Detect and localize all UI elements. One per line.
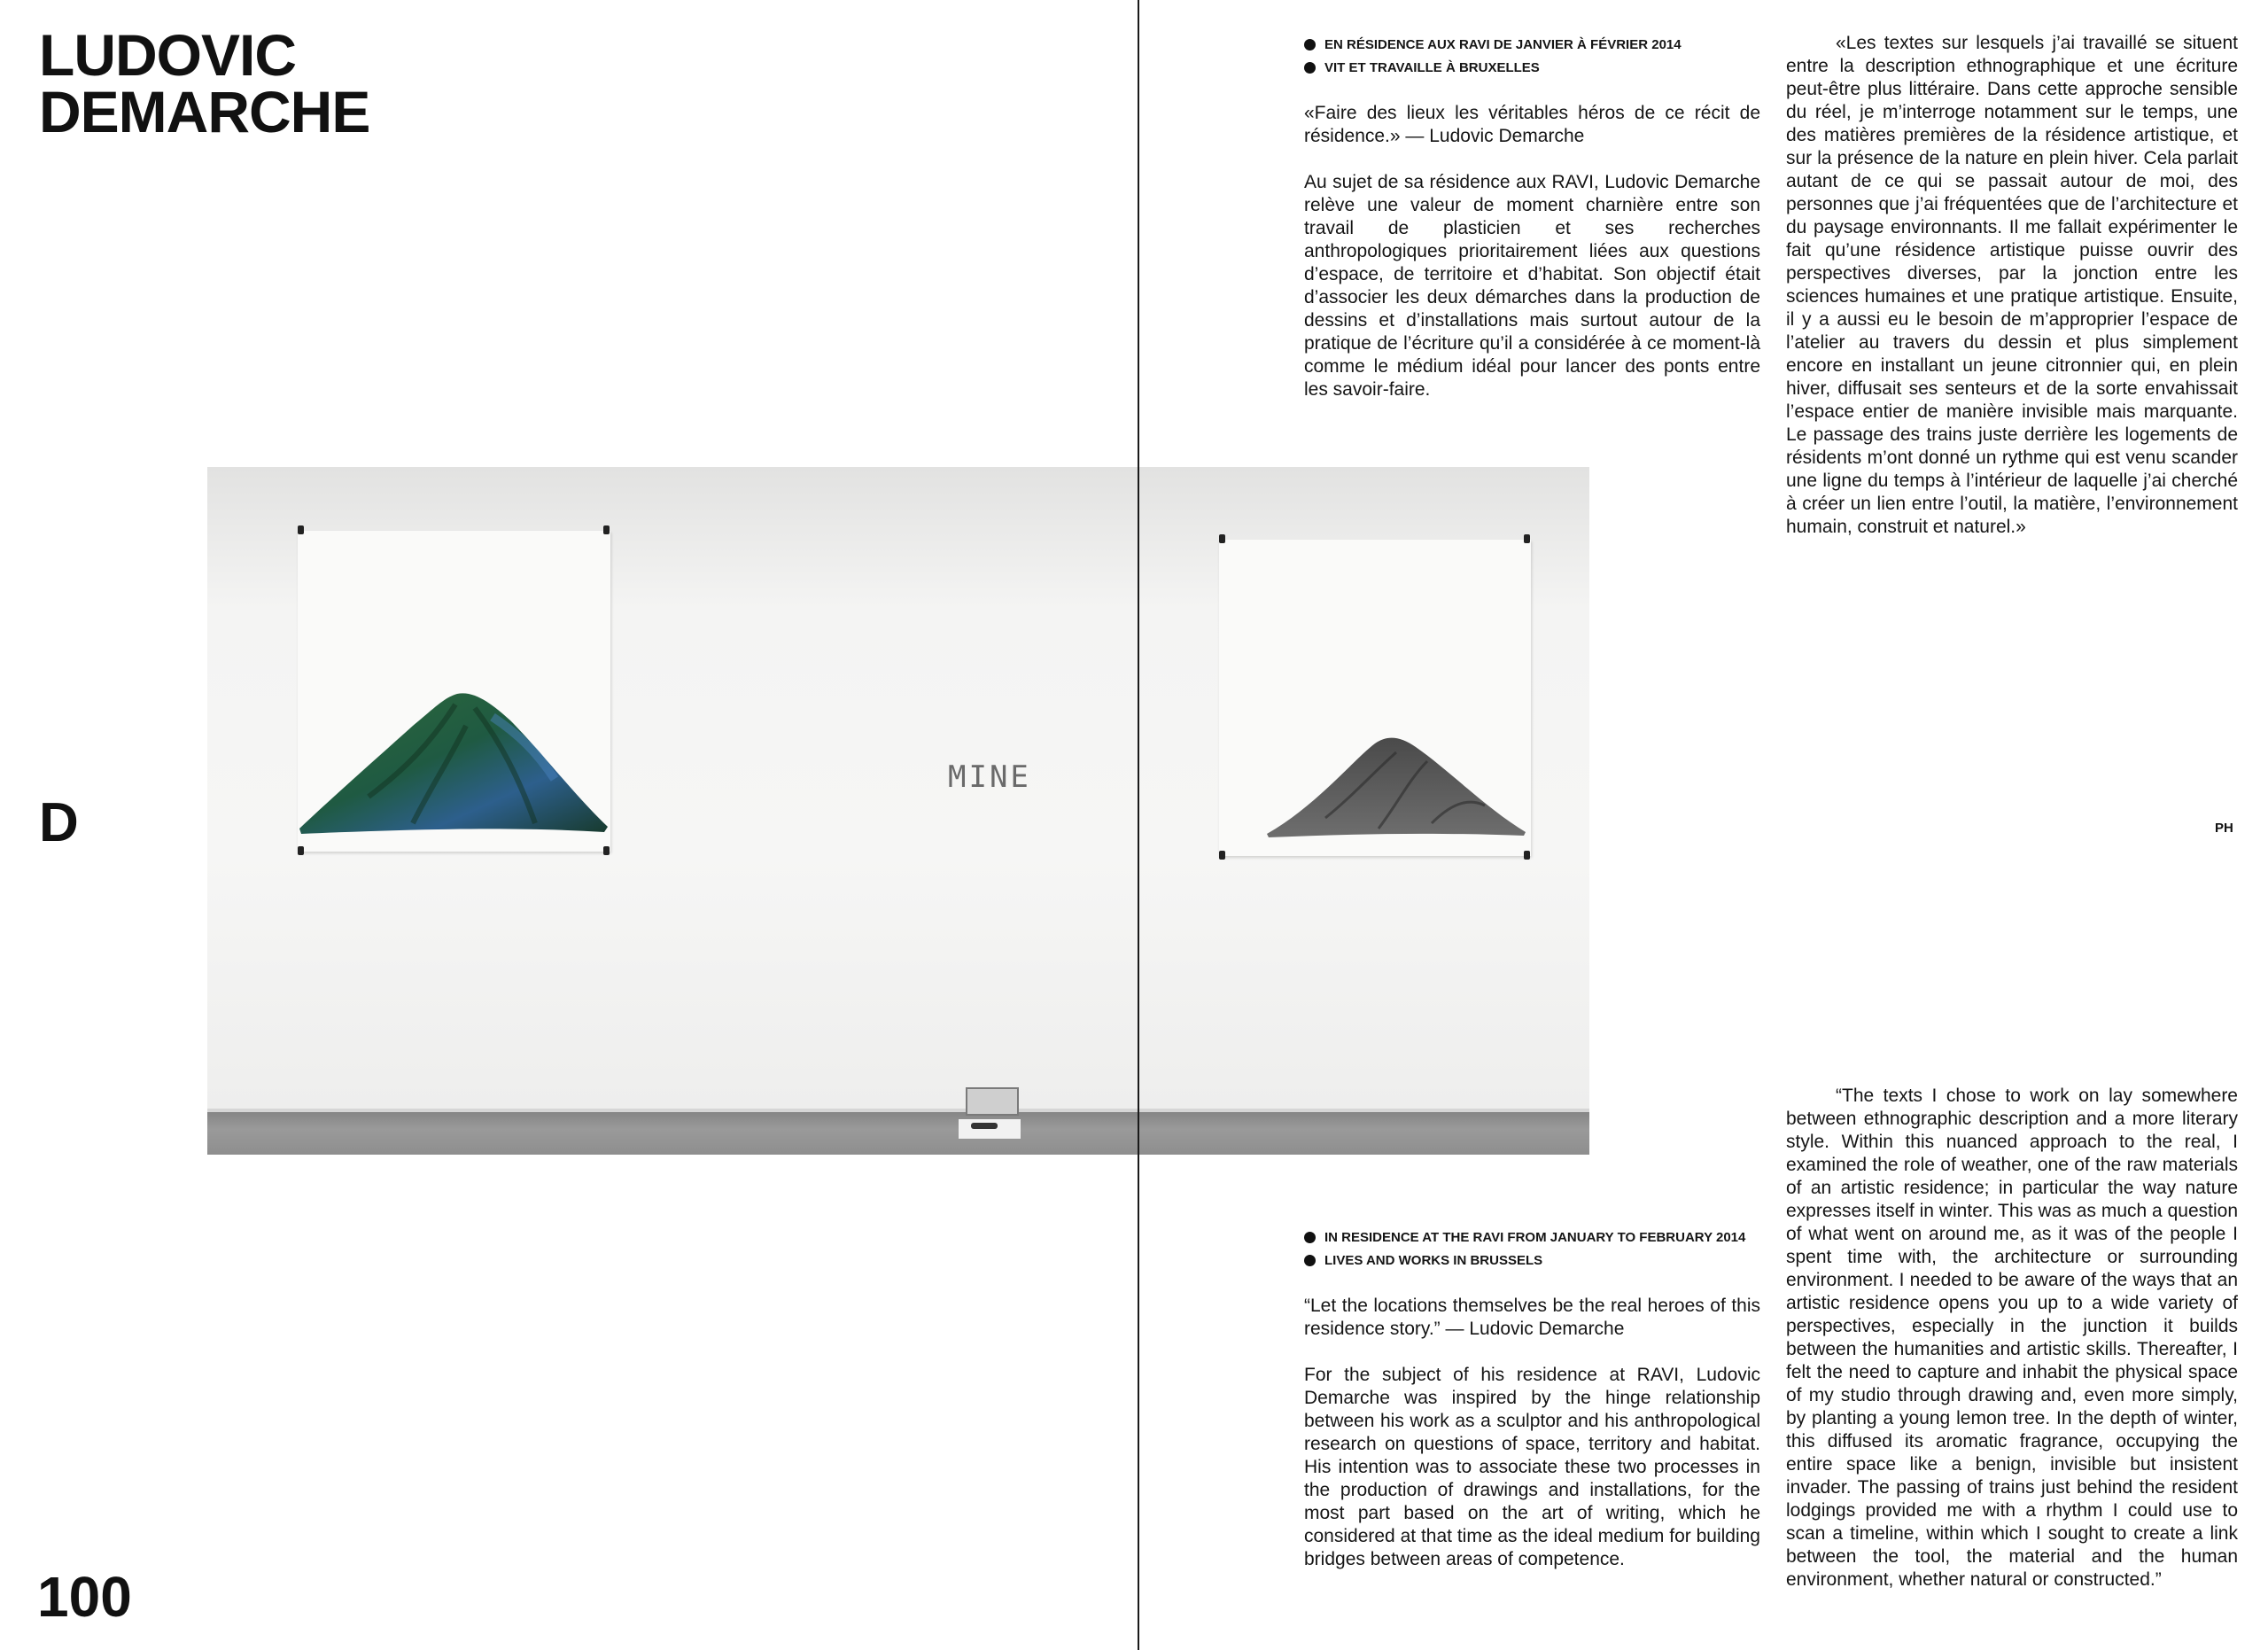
- english-body-text: For the subject of his residence at RAVI, Ludovic Demarche was inspired by the hinge relationship between his work as a sculptor and his anthropological research on questions of space, territory and habitat. His intention was to associate these two processes in the production of drawings and installations, for the most part based on the art of writing, which he considered at that time as the ideal medium for building bridges between areas of competence.: [1304, 1365, 1760, 1569]
- bullet-icon: [1304, 39, 1316, 51]
- french-bullet-lives: [1304, 57, 1760, 80]
- floor-tool: [971, 1123, 998, 1129]
- english-bullet-residence: [1304, 1226, 1760, 1249]
- bullet-icon: [1304, 1255, 1316, 1266]
- drawing-grey-mountain: [1219, 540, 1531, 856]
- page-gutter: [1138, 0, 1139, 1650]
- french-body-text: Au sujet de sa résidence aux RAVI, Ludovic Demarche relève une valeur de moment charnière entre son travail de plasticien et ses recherches anthropologiques prioritairement liées aux questions d’espace, de territoire et d’habitat. Son objectif était d’associer les deux démarches dans la production de dessins et d’installations mais surtout autour de la pratique de l’écriture qu’il a considérée à ce moment-là comme le médium idéal pour lancer des ponts entre les savoir-faire.: [1304, 172, 1760, 400]
- bullet-icon: [1304, 62, 1316, 74]
- pin-icon: [298, 525, 304, 534]
- pin-icon: [1524, 851, 1530, 860]
- french-bullet-residence: [1304, 34, 1760, 57]
- page-number: 100: [37, 1565, 132, 1629]
- french-intro-column: [1304, 34, 1760, 401]
- english-intro-column: [1304, 1226, 1760, 1571]
- section-letter: D: [39, 792, 79, 853]
- english-bullet-lives: [1304, 1249, 1760, 1273]
- pin-icon: [603, 525, 610, 534]
- bullet-icon: [1304, 1232, 1316, 1243]
- pin-icon: [1219, 851, 1225, 860]
- french-bullet-list: [1304, 34, 1760, 80]
- english-pull-quote: “Let the locations themselves be the real heroes of this residence story.” — Ludovic Demarche: [1304, 1296, 1760, 1339]
- english-artist-quote: “The texts I chose to work on lay somewhere between ethnographic description and a more literary style. Within this nuanced approach to the real, I examined the role of weather, one of the raw materials of an artistic residence; in particular the way nature expresses itself in winter. This was as much a question of what went on around me, as it was of the people I spent time with, the architecture or surrounding environment. I needed to be aware of the ways that an artistic residence opens you up to a wide variety of perspectives, especially in the junction it builds between the humanities and artistic skills. Thereafter, I felt the need to capture and inhabit the physical space of my studio through drawing and, even more simply, by planting a young lemon tree. In the depth of winter, this diffused its aromatic fragrance, occupying the entire space like a benign, invisible but insistent invader. The passing of trains just behind the resident lodgings provided me with a rhythm I could use to scan a timeline, within which I sought to create a link between the tool, the material and the human environment, whether natural or constructed.”: [1786, 1086, 2238, 1590]
- english-bullet-list: [1304, 1226, 1760, 1273]
- french-bullet-residence-text: EN RÉSIDENCE AUX RAVI DE JANVIER À FÉVRIER 2014: [1324, 37, 1682, 52]
- artist-last-name: DEMARCHE: [39, 79, 370, 144]
- drawing-green-mountain: [298, 531, 610, 852]
- english-bullet-lives-text: LIVES AND WORKS IN BRUSSELS: [1324, 1253, 1543, 1268]
- pin-icon: [1219, 534, 1225, 543]
- green-mountain-image: [298, 531, 610, 852]
- english-quote-column: [1786, 1085, 2238, 1592]
- floor-photo-print: [966, 1087, 1019, 1116]
- english-bullet-residence-text: IN RESIDENCE AT THE RAVI FROM JANUARY TO FEBRUARY 2014: [1324, 1230, 1746, 1245]
- grey-mountain-image: [1219, 540, 1531, 856]
- wall-text-mine: MINE: [948, 759, 1031, 795]
- installation-photo: [207, 467, 1589, 1155]
- french-bullet-lives-text: VIT ET TRAVAILLE À BRUXELLES: [1324, 60, 1540, 75]
- author-initials: PH: [2215, 821, 2233, 836]
- pin-icon: [1524, 534, 1530, 543]
- photo-floor: [207, 1112, 1589, 1155]
- french-artist-quote: «Les textes sur lesquels j’ai travaillé se situent entre la description ethnographique et une écriture peut-être plus littéraire. Dans cette approche sensible du réel, je m’interroge notamment sur le temps, une des matières premières de la résidence artistique, et sur la présence de la nature en plein hiver. Cela parlait autant de ce qui se passait autour de moi, des personnes que j’ai fréquentées que de l’architecture et du paysage environnants. Il me fallait expérimenter le fait qu’une résidence artistique puisse ouvrir des perspectives diverses, par la jonction entre les sciences humaines et une pratique artistique. Ensuite, il y a aussi eu le besoin de m’approprier l’espace de l’atelier au travers du dessin et plus simplement encore en installant un jeune citronnier qui, en plein hiver, diffusait ses senteurs et de la sorte envahissait l’espace entier de manière invisible mais marquante. Le passage des trains juste derrière les logements de résidents m’ont donné un rythme qui est venu scander une ligne du temps à l’intérieur de laquelle j’ai cherché à créer un lien entre l’outil, la matière, l’environnement humain, construit et naturel.»: [1786, 33, 2238, 537]
- artist-name: [39, 22, 370, 144]
- artist-first-name: LUDOVIC: [39, 22, 296, 88]
- french-quote-column: [1786, 32, 2238, 539]
- french-pull-quote: «Faire des lieux les véritables héros de ce récit de résidence.» — Ludovic Demarche: [1304, 103, 1760, 146]
- pin-icon: [298, 846, 304, 855]
- pin-icon: [603, 846, 610, 855]
